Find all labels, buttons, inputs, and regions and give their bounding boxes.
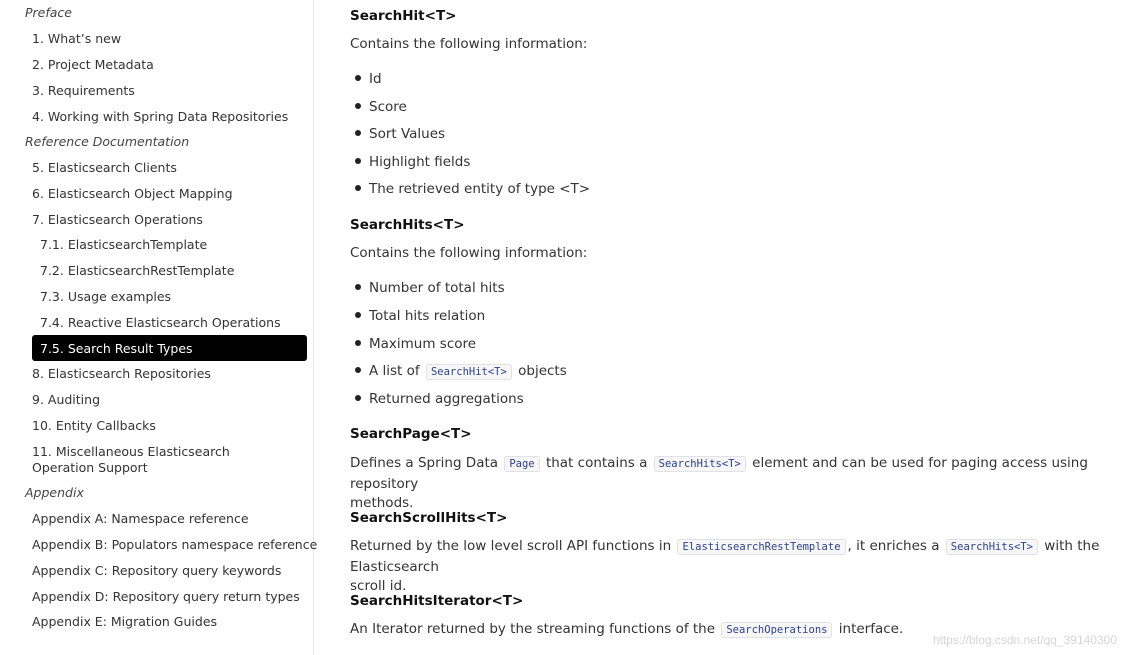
heading-searchhitsiterator: SearchHitsIterator<T> (350, 593, 524, 609)
list-item: The retrieved entity of type <T> (355, 181, 590, 197)
bullet-dot (355, 103, 361, 109)
toc-item-appendix-e[interactable]: Appendix E: Migration Guides (32, 614, 218, 629)
list-item: Number of total hits (355, 280, 505, 296)
heading-searchscrollhits: SearchScrollHits<T> (350, 510, 508, 526)
bullet-dot (355, 367, 361, 373)
toc-section-preface: Preface (25, 5, 72, 20)
code-page: Page (504, 456, 539, 472)
list-item: Score (355, 99, 407, 115)
toc-item-spring-data-repositories[interactable]: 4. Working with Spring Data Repositories (32, 109, 289, 124)
toc-item-appendix-b[interactable]: Appendix B: Populators namespace reference (32, 537, 318, 552)
bullet-dot (355, 185, 361, 191)
toc-item-object-mapping[interactable]: 6. Elasticsearch Object Mapping (32, 186, 233, 201)
bullet-dot (355, 395, 361, 401)
code-search-operations: SearchOperations (721, 622, 832, 638)
searchhit-intro: Contains the following information: (350, 36, 588, 52)
toc-item-reactive-operations[interactable]: 7.4. Reactive Elasticsearch Operations (40, 315, 281, 330)
toc-item-elasticsearch-rest-template[interactable]: 7.2. ElasticsearchRestTemplate (40, 263, 235, 278)
sidebar-toc (0, 0, 318, 655)
toc-item-search-result-types[interactable]: 7.5. Search Result Types (40, 341, 193, 356)
toc-item-appendix-a[interactable]: Appendix A: Namespace reference (32, 511, 249, 526)
list-item: Id (355, 71, 382, 87)
heading-searchpage: SearchPage<T> (350, 426, 472, 442)
toc-item-elasticsearch-clients[interactable]: 5. Elasticsearch Clients (32, 160, 177, 175)
bullet-dot (355, 312, 361, 318)
searchhitsiterator-description: An Iterator returned by the streaming functions of the SearchOperations interface. (350, 621, 904, 637)
watermark: https://blog.csdn.net/qq_39140300 (932, 633, 1117, 647)
heading-searchhit: SearchHit<T> (350, 8, 457, 24)
code-searchhits: SearchHits<T> (654, 456, 746, 472)
list-item: Highlight fields (355, 154, 470, 170)
searchscrollhits-description: Returned by the low level scroll API functions in ElasticsearchRestTemplate , it enriches a SearchHits<T> with the Elasticsearch scroll id. (350, 538, 1100, 594)
bullet-dot (355, 130, 361, 136)
heading-searchhits: SearchHits<T> (350, 217, 465, 233)
code-searchhits: SearchHits<T> (946, 539, 1038, 555)
bullet-dot (355, 284, 361, 290)
toc-section-appendix: Appendix (25, 485, 84, 500)
toc-item-requirements[interactable]: 3. Requirements (32, 83, 135, 98)
toc-item-usage-examples[interactable]: 7.3. Usage examples (40, 289, 172, 304)
code-elasticsearch-rest-template: ElasticsearchRestTemplate (677, 539, 845, 555)
main-content (350, 0, 1110, 655)
toc-item-appendix-c[interactable]: Appendix C: Repository query keywords (32, 563, 282, 578)
toc-item-project-metadata[interactable]: 2. Project Metadata (32, 57, 154, 72)
toc-item-elasticsearch-repositories[interactable]: 8. Elasticsearch Repositories (32, 366, 211, 381)
searchhits-intro: Contains the following information: (350, 245, 588, 261)
toc-item-elasticsearch-template[interactable]: 7.1. ElasticsearchTemplate (40, 237, 208, 252)
list-item: Sort Values (355, 126, 445, 142)
code-searchhit: SearchHit<T> (426, 364, 512, 380)
list-item: Maximum score (355, 336, 476, 352)
bullet-dot (355, 75, 361, 81)
toc-item-entity-callbacks[interactable]: 10. Entity Callbacks (32, 418, 156, 433)
bullet-dot (355, 340, 361, 346)
toc-item-elasticsearch-operations[interactable]: 7. Elasticsearch Operations (32, 212, 203, 227)
toc-section-reference: Reference Documentation (25, 134, 190, 149)
toc-item-auditing[interactable]: 9. Auditing (32, 392, 101, 407)
bullet-dot (355, 158, 361, 164)
list-item: Total hits relation (355, 308, 485, 324)
toc-item-whats-new[interactable]: 1. What’s new (32, 31, 122, 46)
list-item: A list of SearchHit<T> objects (355, 363, 567, 379)
toc-item-misc-operation-support[interactable]: 11. Miscellaneous Elasticsearch Operation Support (32, 444, 230, 475)
list-item: Returned aggregations (355, 391, 524, 407)
searchpage-description: Defines a Spring Data Page that contains a SearchHits<T> element and can be used for paging access using repository methods. (350, 455, 1088, 511)
toc-item-appendix-d[interactable]: Appendix D: Repository query return types (32, 589, 300, 604)
